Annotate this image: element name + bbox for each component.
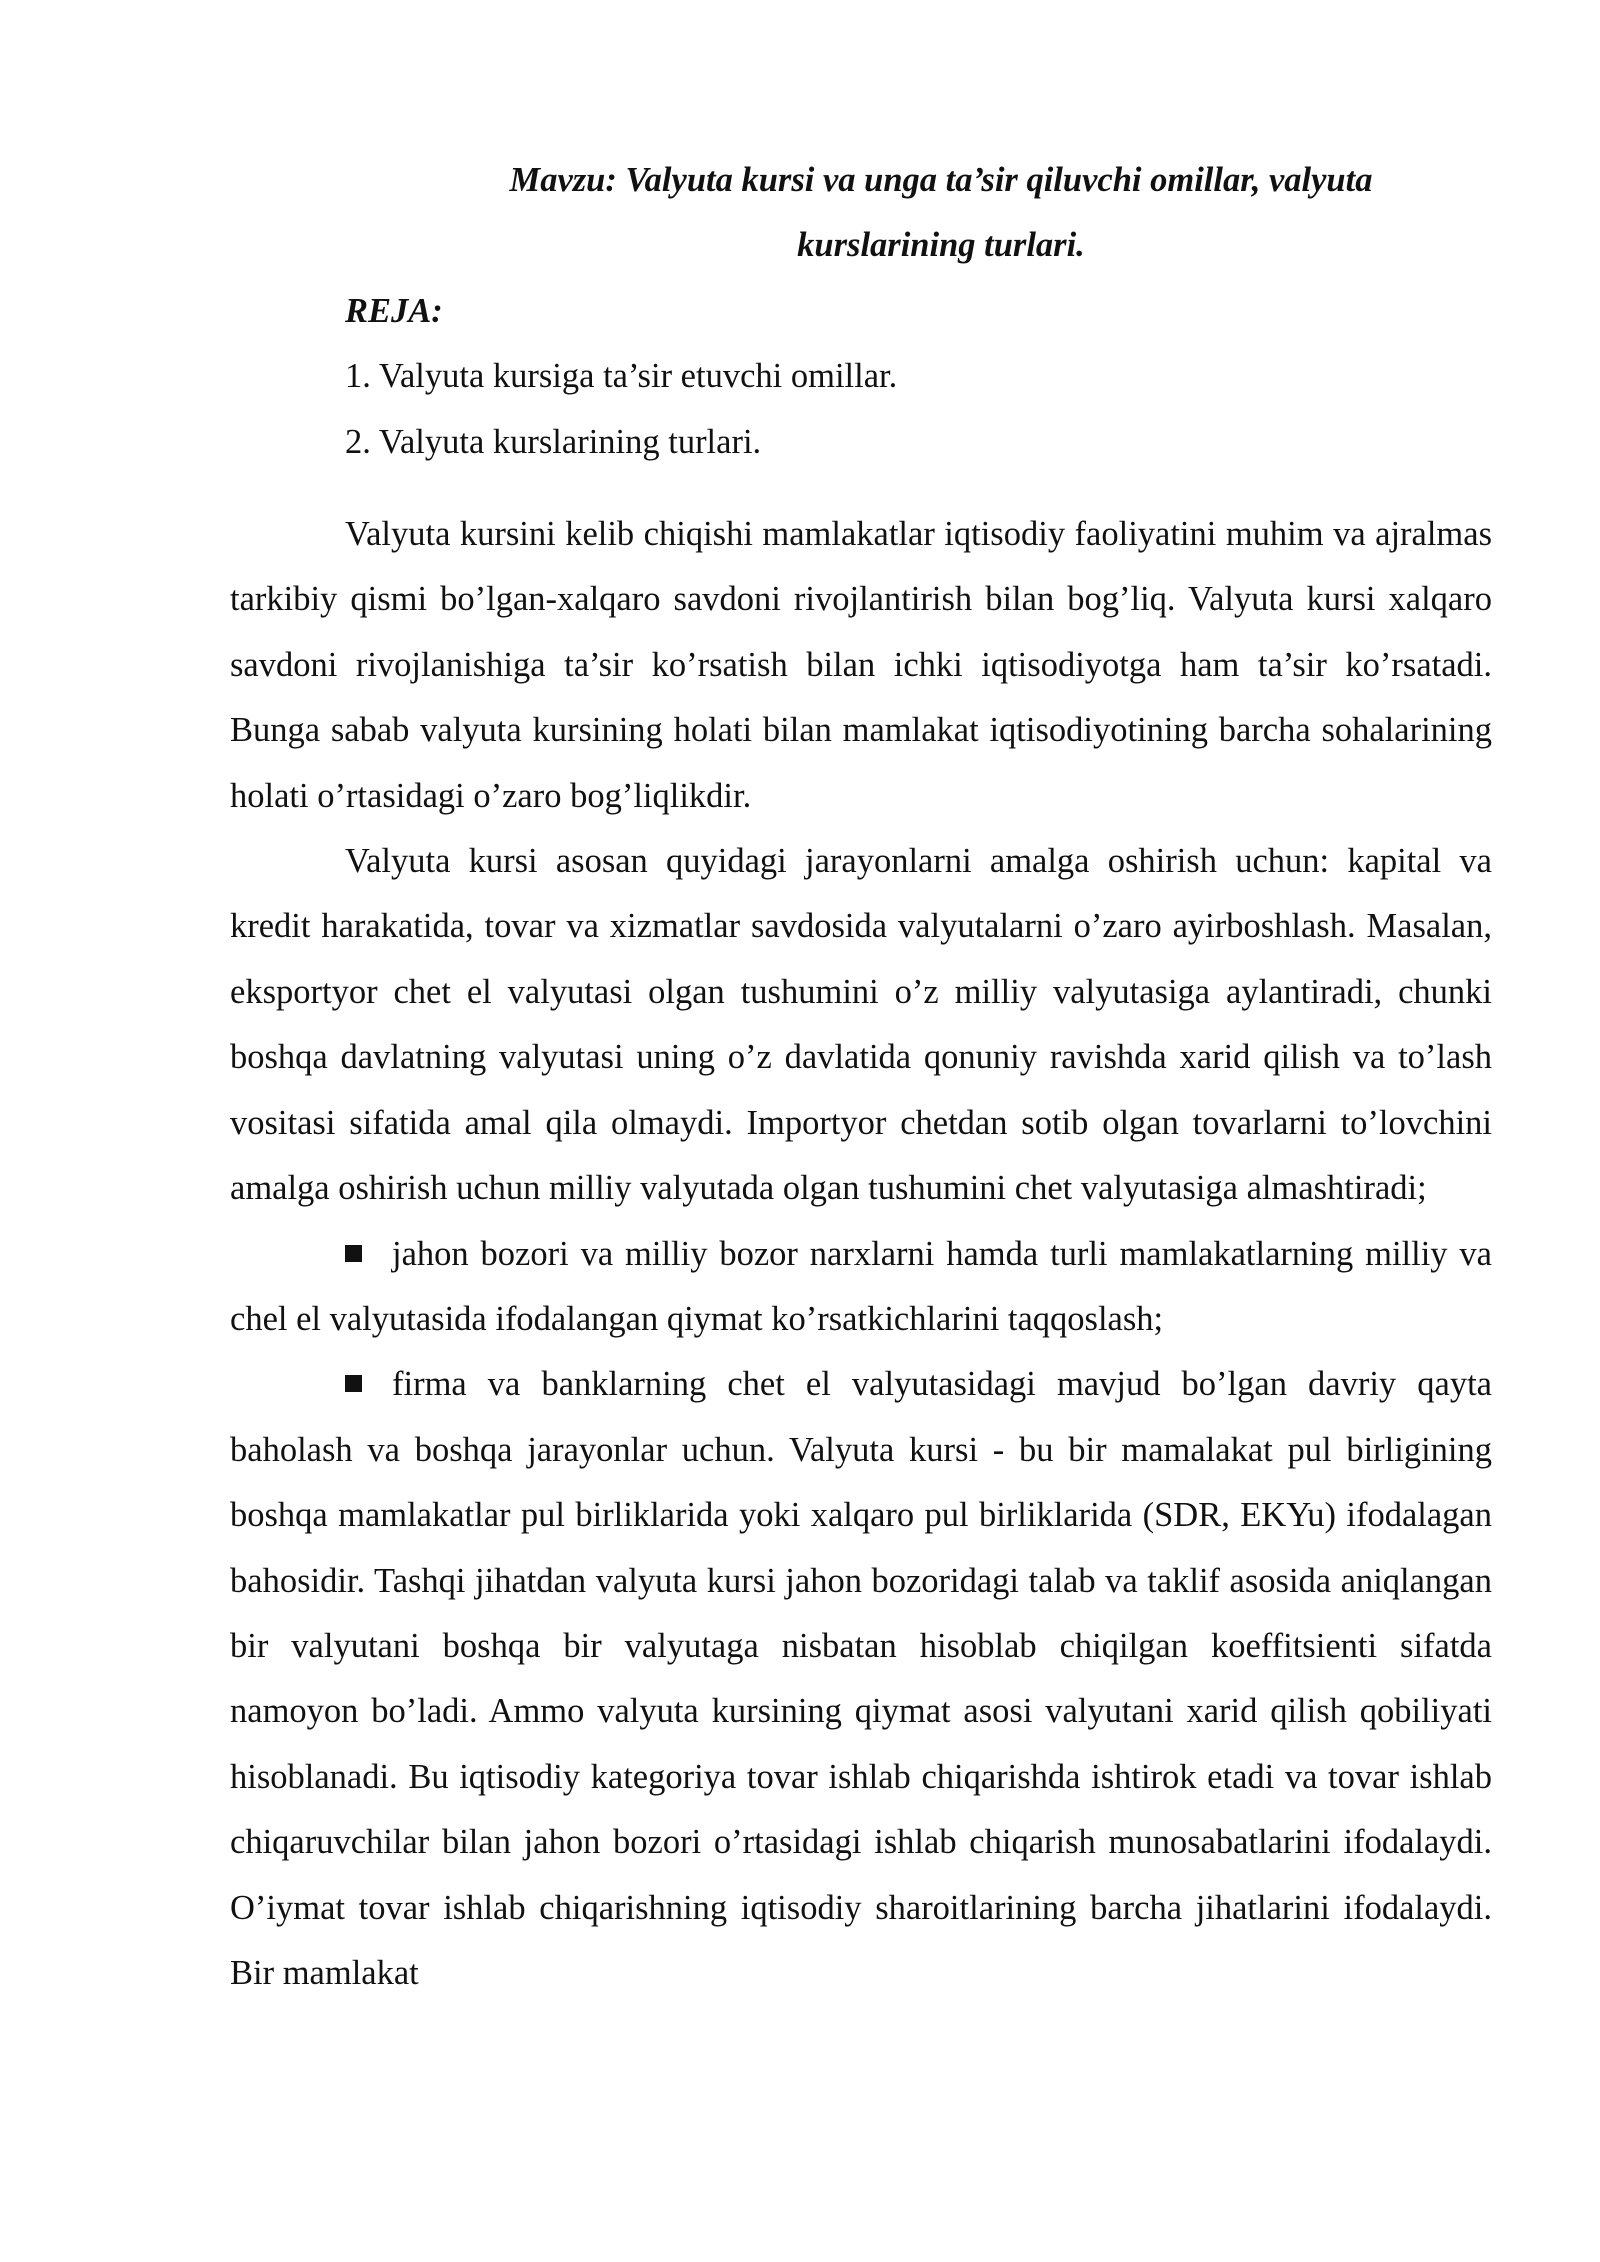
paragraph-2: Valyuta kursi asosan quyidagi jarayonlarni amalga oshirish uchun: kapital va kredit harakatida, tovar va xizmatlar savdosida valyutalarni o’zaro ayirboshlash. Masalan, eksportyor chet el valyutasi olgan tushumini o’z milliy valyutasiga aylantiradi, chunki boshqa davlatning valyutasi uning o’z davlatida qonuniy ravishda xarid qilish va to’lash vositasi sifatida amal qila olmaydi. Importyor chetdan sotib olgan tovarlarni to’lovchini amalga oshirish uchun milliy valyutada olgan tushumini chet valyutasiga almashtiradi; [230, 842, 1492, 1208]
square-bullet-icon [345, 1245, 362, 1262]
square-bullet-icon [345, 1375, 362, 1392]
bullet-text-2: firma va banklarning chet el valyutasidagi mavjud bo’lgan davriy qayta baholash va boshqa jarayonlar uchun. Valyuta kursi - bu bir mamalakat pul birligining boshqa mamlakatlar pul birliklarida yoki xalqaro pul birliklarida (SDR, EKYu) ifodalagan bahosidir. Tashqi jihatdan valyuta kursi jahon bozoridagi talab va taklif asosida aniqlangan bir valyutani boshqa bir valyutaga nisbatan hisoblab chiqilgan koeffitsienti sifatda namoyon bo’ladi. Ammo valyuta kursining qiymat asosi valyutani xarid qilish qobiliyati hisoblanadi. Bu iqtisodiy kategoriya tovar ishlab chiqarishda ishtirok etadi va tovar ishlab chiqaruvchilar bilan jahon bozori o’rtasidagi ishlab chiqarish munosabatlarini ifodalaydi. O’iymat tovar ishlab chiqarishning iqtisodiy sharoitlarining barcha jihatlarini ifodalaydi. Bir mamlakat [230, 1365, 1492, 1992]
plan-heading: REJA: [345, 291, 443, 330]
bullet-item-2 [230, 1352, 1492, 2006]
title-line-2: kurslarining turlari. [797, 226, 1085, 265]
bullet-item-1 [230, 1222, 1492, 1353]
document-body [230, 148, 1492, 2006]
bullet-text-1: jahon bozori va milliy bozor narxlarni hamda turli mamlakatlarning milliy va chel el valyutasida ifodalangan qiymat ko’rsatkichlarini taqqoslash; [230, 1234, 1492, 1338]
plan-item-2: 2. Valyuta kurslarining turlari. [345, 422, 762, 461]
paragraph-1: Valyuta kursini kelib chiqishi mamlakatlar iqtisodiy faoliyatini muhim va ajralmas tarkibiy qismi bo’lgan-xalqaro savdoni rivojlantirish bilan bog’liq. Valyuta kursi xalqaro savdoni rivojlanishiga ta’sir ko’rsatish bilan ichki iqtisodiyotga ham ta’sir ko’rsatadi. Bunga sabab valyuta kursining holati bilan mamlakat iqtisodiyotining barcha sohalarining holati o’rtasidagi o’zaro bog’liqlikdir. [230, 515, 1492, 815]
plan-item-1: 1. Valyuta kursiga ta’sir etuvchi omillar. [345, 357, 898, 396]
document-title [230, 148, 1492, 279]
title-line-1: Mavzu: Valyuta kursi va unga ta’sir qiluvchi omillar, valyuta [509, 161, 1373, 199]
